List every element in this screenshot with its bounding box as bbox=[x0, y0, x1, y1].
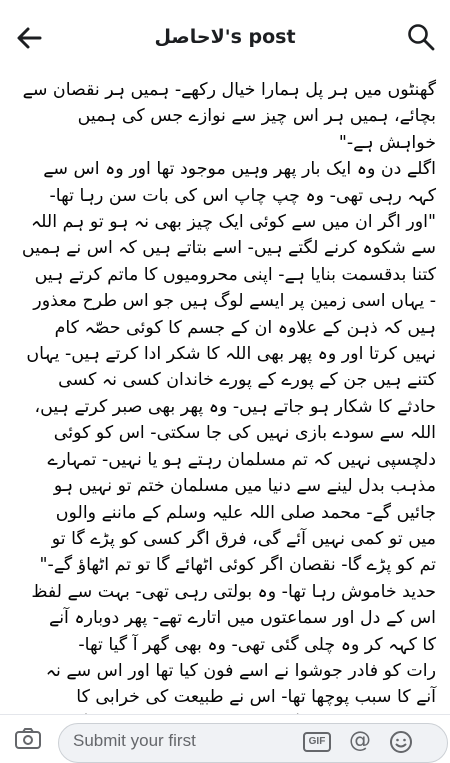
page-title: لاحاصل's post bbox=[154, 26, 296, 48]
top-app-bar bbox=[0, 0, 450, 72]
post-line: گھنٹوں میں ہر پل ہمارا خیال رکھے- ہمیں ہر نقصان سے bbox=[22, 80, 436, 100]
post-line: اس کے دل اور سماعتوں میں اتارے تھے- پھر دوبارہ آنے bbox=[49, 608, 436, 629]
post-line: حادثے کا شکار ہو جاتے ہیں- وہ پھر بھی صبر کرتے ہیں، bbox=[34, 396, 436, 417]
comment-input[interactable] bbox=[58, 723, 448, 763]
emoji-icon[interactable] bbox=[389, 730, 413, 754]
post-line: حدید خاموش رہا تھا- وہ بولتی رہی تھی- بہت سے لفظ bbox=[31, 581, 436, 602]
mention-icon[interactable]: @ bbox=[349, 728, 371, 753]
post-text bbox=[12, 77, 436, 737]
gif-icon[interactable]: GIF bbox=[303, 732, 331, 752]
post-line: مذہب بدل لینے سے دنیا میں مسلمان ختم تو نہیں ہو bbox=[53, 476, 436, 497]
post-line: سے شکوہ کرنے لگتے ہیں- اسے بتاتے ہیں کہ اس نے ہمیں bbox=[21, 238, 436, 259]
post-line: ہیں کہ ذہن کے علاوہ ان کے جسم کا کوئی حصّہ کام bbox=[54, 317, 436, 338]
post-line: جائیں گے- محمد صلی اللہ علیہ وسلم کے ماننے والوں bbox=[55, 502, 436, 523]
post-line: اگلے دن وہ ایک بار پھر وہیں موجود تھا اور وہ اس سے bbox=[43, 159, 436, 180]
post-line: میں تو کمی نہیں آئے گی، فرق اگر کسی کو پڑے گا تو bbox=[51, 528, 436, 549]
post-line: کتنے ہیں جن کے پورے کے پورے خاندان کسی نہ کسی bbox=[58, 370, 436, 391]
camera-icon bbox=[14, 727, 42, 749]
post-line: بچائے، ہمیں ہر اس چیز سے نوازے جس کی ہمیں bbox=[77, 106, 436, 127]
post-line: - یہاں اسی زمین پر ایسے لوگ ہیں جو اس طرح معذور bbox=[33, 291, 436, 312]
post-line: کتنا بدقسمت بنایا ہے- اپنی محرومیوں کا ماتم کرتے ہیں bbox=[34, 264, 436, 285]
post-line: کہہ رہی تھی- وہ چپ چاپ اس کی بات سن رہا تھا- bbox=[49, 185, 436, 206]
post-content bbox=[0, 72, 450, 714]
search-icon bbox=[406, 22, 436, 52]
post-line: تم کو پڑے گا- نقصان اگر کوئی اٹھائے گا تو تم اٹھاؤ گے-" bbox=[39, 555, 436, 576]
post-line: کا کہہ کر وہ چلی گئی تھی- وہ بھی گھر آ گیا تھا- bbox=[78, 634, 436, 655]
post-line: رات کو فادر جوشوا نے اسے فون کیا تھا اور اس سے نہ bbox=[45, 660, 436, 681]
post-line: خواہش ہے-" bbox=[338, 132, 436, 153]
search-button[interactable] bbox=[406, 22, 436, 52]
comment-placeholder: Submit your first bbox=[73, 731, 196, 750]
post-line: نہیں کرتا اور وہ پھر بھی اللہ کا شکر ادا کرتے ہیں- یہاں bbox=[26, 344, 436, 365]
post-line: دلچسپی نہیں کہ تم مسلمان رہتے ہو یا نہیں- تمہارے bbox=[47, 449, 436, 470]
camera-button[interactable] bbox=[14, 727, 42, 749]
comment-bar bbox=[0, 714, 450, 753]
post-line: اللہ سے سودے بازی نہیں کی جا سکتی- اس کو کوئی bbox=[53, 423, 436, 444]
post-line: آنے کا سبب پوچھا تھا- اس نے طبیعت کی خرابی کا bbox=[76, 687, 436, 708]
post-line: "اور اگر ان میں سے کوئی ایک چیز بھی نہ ہو تو ہم اللہ bbox=[30, 212, 436, 233]
